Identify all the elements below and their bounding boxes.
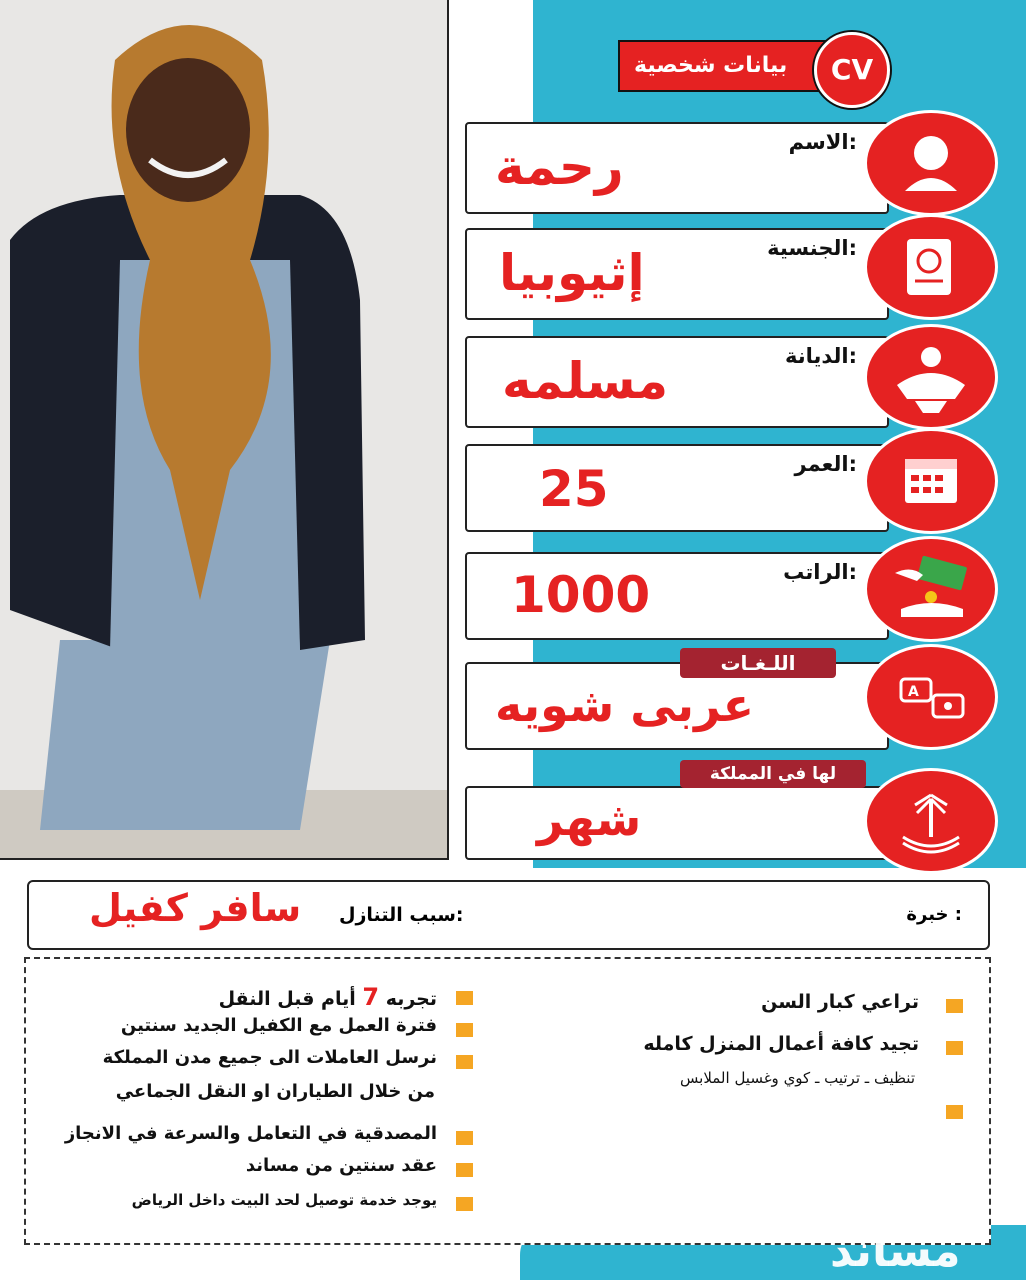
name-label: الاسم: [788, 130, 857, 154]
worker-photo-illustration [0, 0, 447, 858]
salary-value: 1000 [511, 566, 651, 624]
salary-row [465, 552, 889, 640]
watermark: مساند [830, 1226, 961, 1277]
age-value: 25 [539, 460, 609, 518]
trial-num: 7 [362, 983, 380, 1011]
right-item-1: تراعي كبار السن [761, 991, 919, 1013]
bullet-icon [946, 1041, 963, 1055]
left-item-4: المصدقية في التعامل والسرعة في الانجاز [64, 1123, 437, 1144]
trial-pre: تجربه [385, 988, 437, 1010]
left-item-1: فترة العمل مع الكفيل الجديد سنتين [120, 1015, 437, 1036]
person-icon [864, 110, 998, 216]
reason-box [27, 880, 990, 950]
left-item-3: من خلال الطياران او النقل الجماعي [115, 1081, 435, 1102]
bullet-icon [456, 1023, 473, 1037]
nationality-label: الجنسية: [767, 236, 857, 260]
left-item-6: يوجد خدمة توصيل لحد البيت داخل الرياض [131, 1191, 437, 1209]
calendar-icon [864, 428, 998, 534]
left-item-2: نرسل العاملات الى جميع مدن المملكة [102, 1047, 437, 1068]
right-item-sub: تنظيف ـ ترتيب ـ كوي وغسيل الملابس [680, 1069, 915, 1087]
passport-globe-icon [864, 214, 998, 320]
nationality-value: إثيوبيا [499, 244, 645, 302]
bullet-icon [456, 1055, 473, 1069]
religion-icon [864, 324, 998, 430]
cv-title: بيانات شخصية [618, 40, 840, 92]
languages-value: عربى شويه [495, 678, 755, 732]
features-box [24, 957, 991, 1245]
money-hand-icon [864, 536, 998, 642]
left-item-5: عقد سنتين من مساند [245, 1155, 437, 1176]
age-label: العمر: [794, 452, 857, 476]
translate-icon [864, 644, 998, 750]
name-row [465, 122, 889, 214]
saudi-emblem-icon [864, 768, 998, 874]
trial-item [219, 983, 437, 1011]
in-kingdom-tag: لها في المملكة [680, 760, 866, 788]
religion-row [465, 336, 889, 428]
bullet-icon [456, 1131, 473, 1145]
right-item-2: تجيد كافة أعمال المنزل كامله [643, 1033, 919, 1055]
name-value: رحمة [495, 138, 624, 196]
in-kingdom-row [465, 786, 889, 860]
worker-photo [0, 0, 449, 860]
age-row [465, 444, 889, 532]
religion-value: مسلمه [502, 352, 669, 410]
salary-label: الراتب: [783, 560, 857, 584]
bullet-icon [946, 999, 963, 1013]
bullet-icon [946, 1105, 963, 1119]
cv-badge: CV [814, 32, 890, 108]
trial-post: أيام قبل النقل [218, 988, 356, 1010]
reason-label: سبب التنازل: [339, 904, 464, 926]
in-kingdom-value: شهر [537, 792, 642, 846]
svg-text:A: A [908, 684, 919, 700]
nationality-row [465, 228, 889, 320]
religion-label: الديانة: [784, 344, 857, 368]
bullet-icon [456, 1197, 473, 1211]
bullet-icon [456, 991, 473, 1005]
experience-label: خبرة : [906, 904, 962, 925]
bullet-icon [456, 1163, 473, 1177]
languages-tag: اللـغـات [680, 648, 836, 678]
reason-value: سافر كفيل [89, 886, 302, 930]
